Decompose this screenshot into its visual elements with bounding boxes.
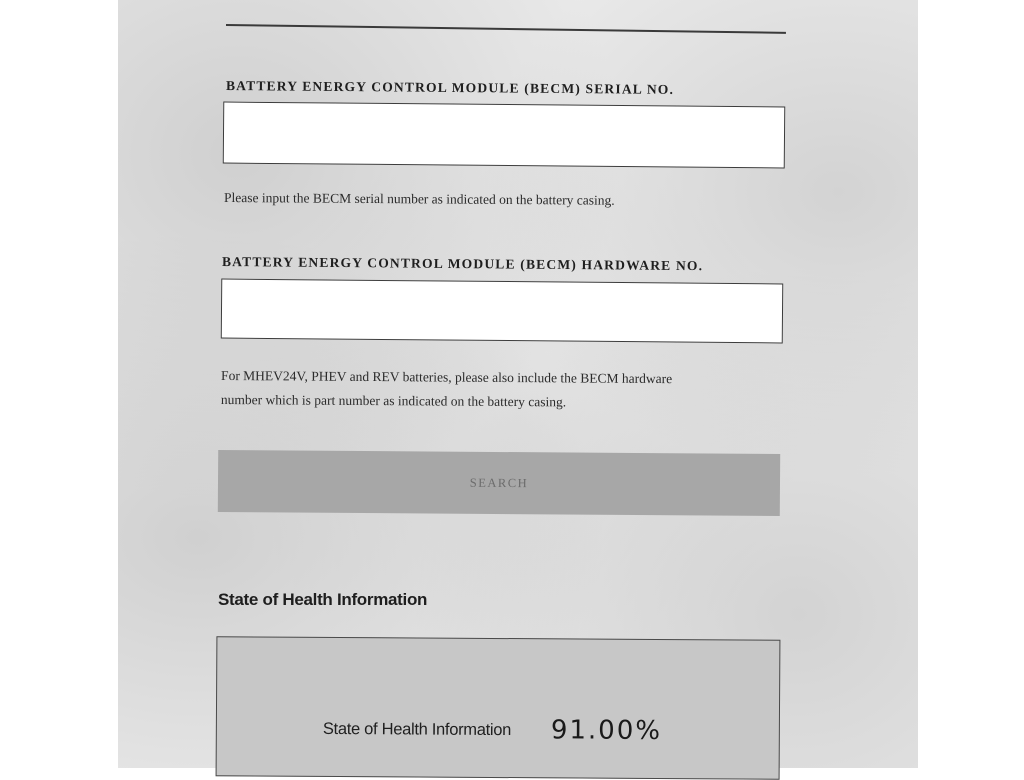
state-of-health-value: 91.00% xyxy=(550,715,663,747)
search-button[interactable]: SEARCH xyxy=(218,450,780,516)
form-page xyxy=(118,0,918,768)
hardware-number-input[interactable] xyxy=(221,279,784,344)
serial-number-input[interactable] xyxy=(223,102,786,169)
hardware-number-label: BATTERY ENERGY CONTROL MODULE (BECM) HARDWARE NO. xyxy=(221,254,704,274)
serial-number-label: BATTERY ENERGY CONTROL MODULE (BECM) SERIAL NO. xyxy=(225,78,675,97)
serial-number-help: Please input the BECM serial number as indicated on the battery casing. xyxy=(223,190,615,208)
state-of-health-label: State of Health Information xyxy=(322,719,512,740)
top-divider xyxy=(226,24,786,34)
state-of-health-panel xyxy=(216,636,781,779)
state-of-health-heading: State of Health Information xyxy=(218,590,428,609)
hardware-number-help xyxy=(221,364,781,416)
hardware-help-line-1: For MHEV24V, PHEV and REV batteries, please also include the BECM hardware xyxy=(221,368,673,387)
hardware-help-line-2: number which is part number as indicated on the battery casing. xyxy=(220,391,567,410)
